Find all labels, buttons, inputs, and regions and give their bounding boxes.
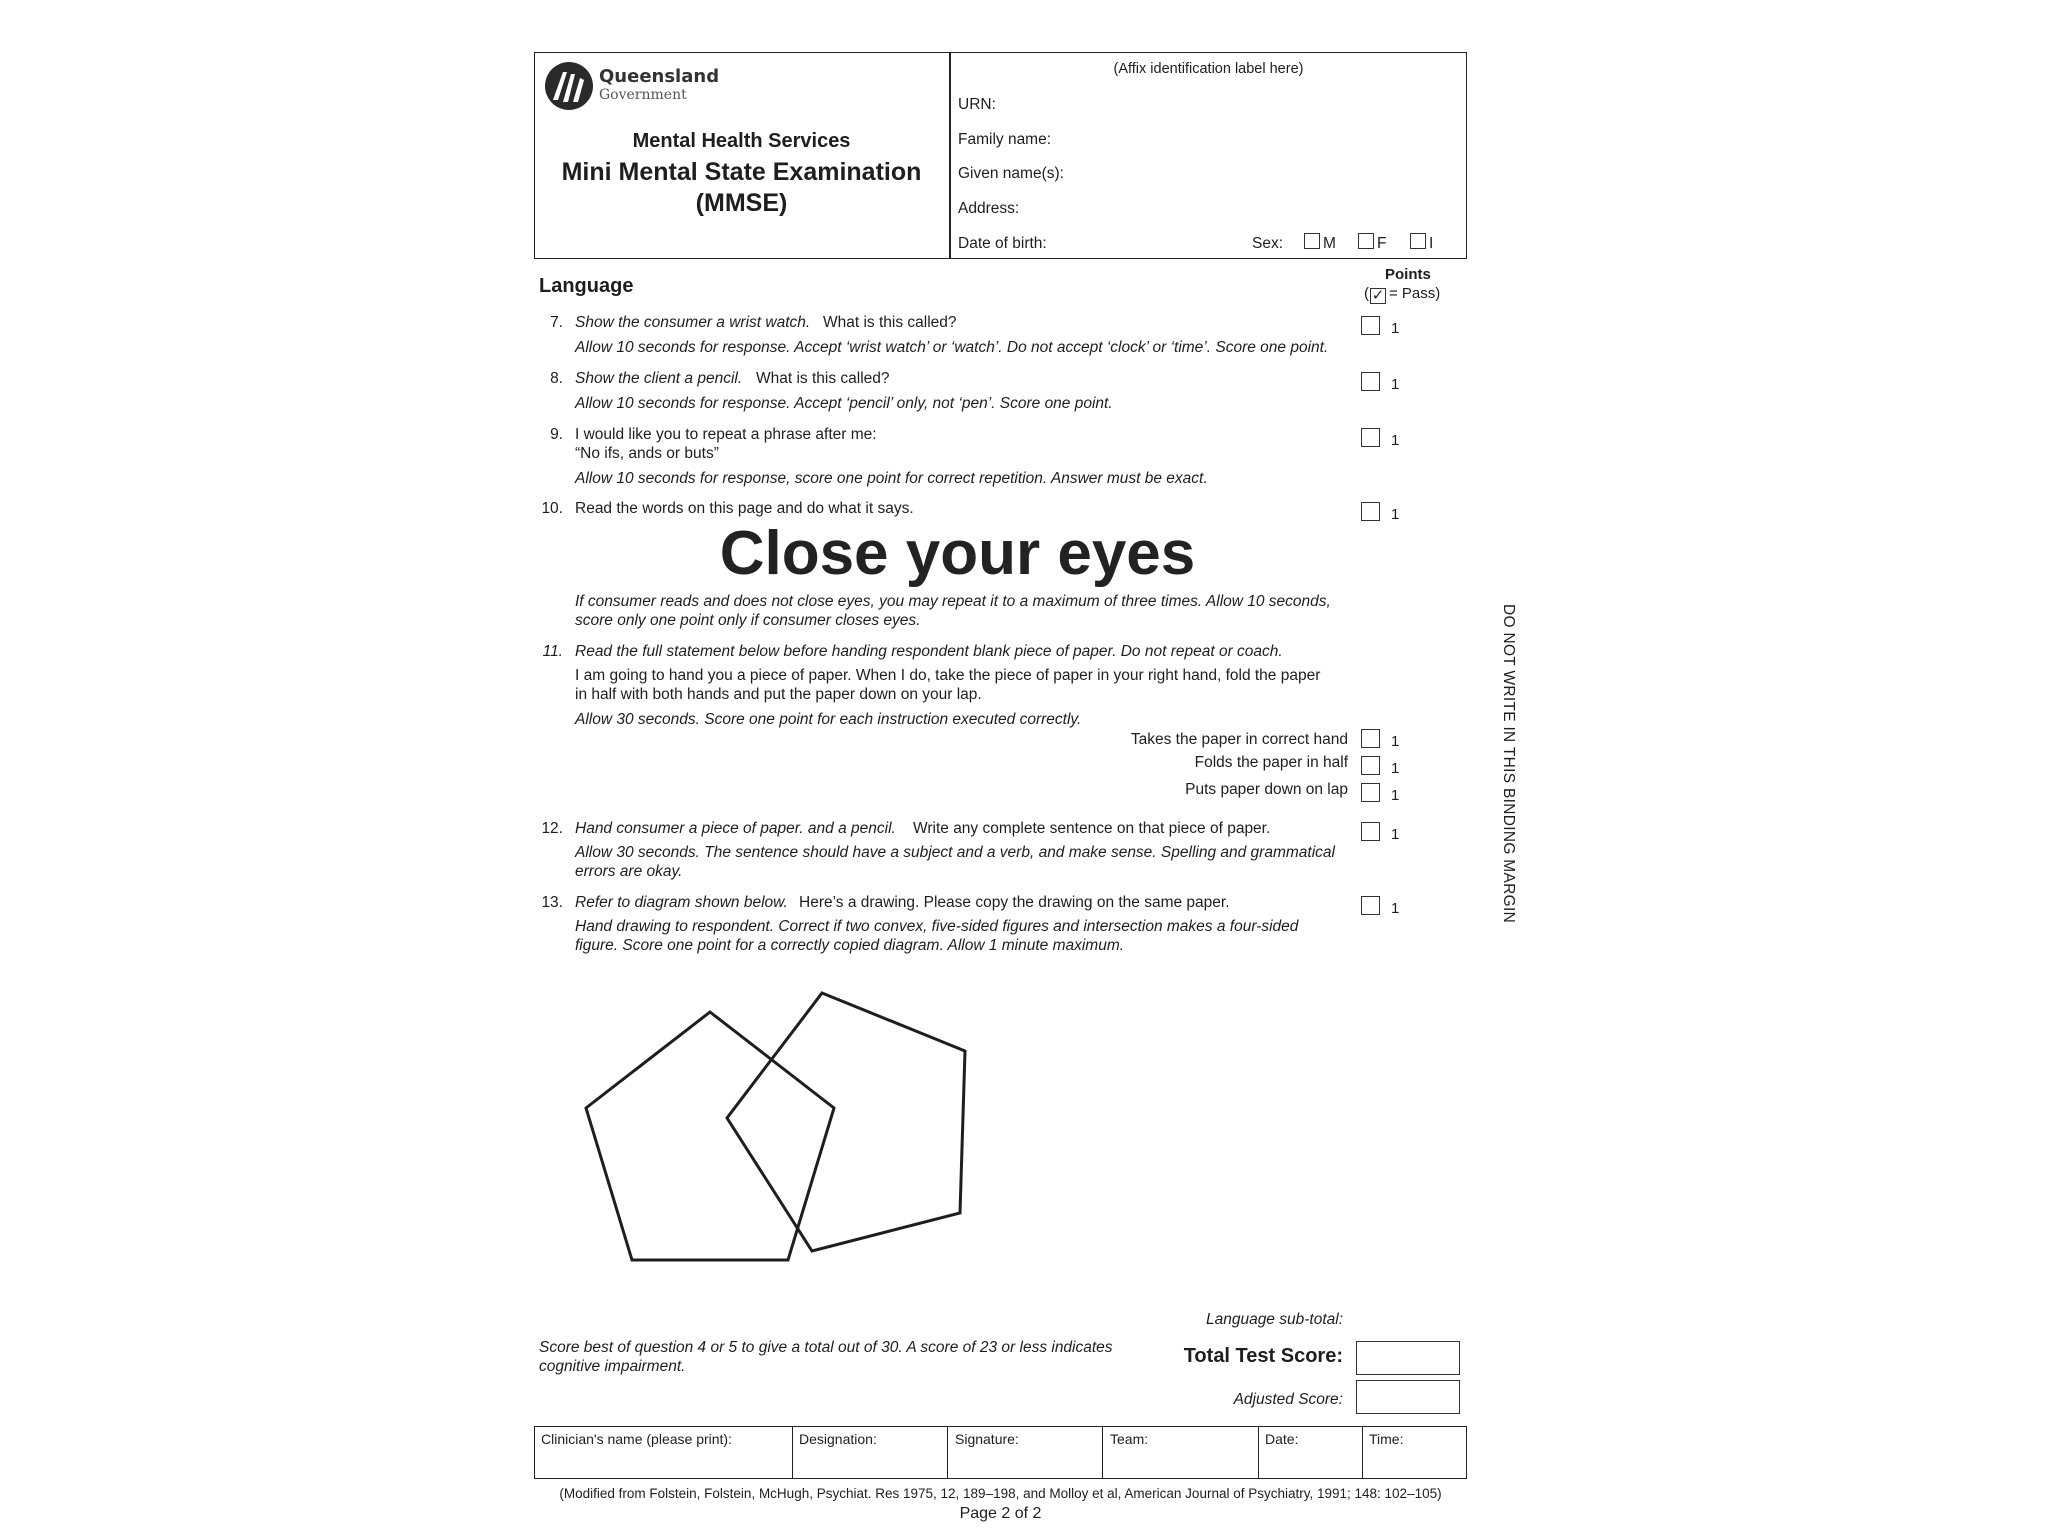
affix-label-note: (Affix identification label here) (1113, 61, 1304, 77)
footer-divider-5 (1362, 1426, 1363, 1479)
sex-i-label: I (1429, 235, 1434, 252)
family-name-field[interactable]: Family name: (958, 131, 1052, 148)
q11-item3-label: Puts paper down on lap (1185, 781, 1348, 798)
signature-field[interactable]: Signature: (955, 1431, 1019, 1447)
q9-note: Allow 10 seconds for response, score one point for correct repetition. Answer must be exact. (575, 470, 1208, 487)
q9-line2: “No ifs, ands or buts” (575, 445, 719, 462)
q11-item3-checkbox[interactable] (1361, 783, 1380, 802)
q7-note: Allow 10 seconds for response. Accept ‘wrist watch’ or ‘watch’. Do not accept ‘clock’ or ‘time’. Score one point. (575, 339, 1329, 356)
q10-number: 10. (541, 500, 563, 517)
sex-i-checkbox[interactable] (1410, 233, 1426, 249)
q12-points: 1 (1391, 826, 1400, 843)
clinician-name-field[interactable]: Clinician's name (please print): (541, 1431, 732, 1447)
intersecting-pentagons-diagram (560, 975, 1000, 1275)
adjusted-score-box[interactable] (1356, 1380, 1460, 1414)
sex-m-label: M (1323, 235, 1336, 252)
q8-instruction: Show the client a pencil. (575, 370, 743, 387)
queensland-crest-icon (543, 60, 595, 112)
q12-number: 12. (541, 820, 563, 837)
q11-number: 11. (542, 643, 563, 660)
q11-item2-checkbox[interactable] (1361, 756, 1380, 775)
date-field[interactable]: Date: (1265, 1431, 1299, 1447)
total-score-label: Total Test Score: (1183, 1345, 1343, 1367)
designation-field[interactable]: Designation: (799, 1431, 877, 1447)
dob-field[interactable]: Date of birth: (958, 235, 1047, 252)
right-pentagon (727, 993, 965, 1251)
q12-note-line1: Allow 30 seconds. The sentence should have a subject and a verb, and make sense. Spelling and grammatical (575, 844, 1335, 861)
q13-note-line2: figure. Score one point for a correctly copied diagram. Allow 1 minute maximum. (575, 937, 1125, 954)
section-title: Language (539, 275, 634, 297)
pass-legend-open: ( (1364, 285, 1369, 302)
q11-instruction: Read the full statement below before handing respondent blank piece of paper. Do not repeat or coach. (575, 643, 1283, 660)
footer-divider-4 (1258, 1426, 1259, 1479)
q8-points: 1 (1391, 376, 1400, 393)
form-title-abbr: (MMSE) (695, 189, 788, 217)
logo-name: Queensland (599, 66, 720, 87)
given-names-field[interactable]: Given name(s): (958, 165, 1064, 182)
binding-margin-text: DO NOT WRITE IN THIS BINDING MARGIN (1500, 604, 1517, 924)
queensland-logo (543, 60, 720, 110)
points-header: Points (1385, 266, 1431, 283)
q11-line1: I am going to hand you a piece of paper. When I do, take the piece of paper in your right hand, fold the paper (575, 667, 1321, 684)
q11-item1-label: Takes the paper in correct hand (1130, 731, 1348, 748)
q11-item3-points: 1 (1391, 787, 1400, 804)
logo-sub: Government (599, 87, 687, 103)
q10-points: 1 (1391, 506, 1400, 523)
citation: (Modified from Folstein, Folstein, McHugh, Psychiat. Res 1975, 12, 189–198, and Molloy et al, American Journal of Psychiatry, 1991; 148: 102–105) (559, 1486, 1442, 1501)
q7-checkbox[interactable] (1361, 316, 1380, 335)
q11-item2-label: Folds the paper in half (1194, 754, 1348, 771)
q12-instruction: Hand consumer a piece of paper. and a pencil. (575, 820, 896, 837)
sex-f-checkbox[interactable] (1358, 233, 1374, 249)
sex-f-label: F (1377, 235, 1387, 252)
adjusted-score-label: Adjusted Score: (1233, 1391, 1343, 1408)
form-title: Mini Mental State Examination (561, 158, 922, 186)
pass-legend (1364, 285, 1440, 302)
q7-points: 1 (1391, 320, 1400, 337)
q8-checkbox[interactable] (1361, 372, 1380, 391)
q9-line1: I would like you to repeat a phrase after me: (575, 426, 877, 443)
q13-instruction: Refer to diagram shown below. (575, 894, 788, 911)
q8-prompt: What is this called? (756, 370, 890, 387)
q7-instruction: Show the consumer a wrist watch. (575, 314, 811, 331)
total-score-box[interactable] (1356, 1341, 1460, 1375)
q13-number: 13. (541, 894, 563, 911)
q9-checkbox[interactable] (1361, 428, 1380, 447)
q11-item1-points: 1 (1391, 733, 1400, 750)
q11-item1-checkbox[interactable] (1361, 729, 1380, 748)
q7-prompt: What is this called? (823, 314, 957, 331)
q11-item2-points: 1 (1391, 760, 1400, 777)
footer-divider-2 (947, 1426, 948, 1479)
q8-number: 8. (550, 370, 563, 387)
q12-note-line2: errors are okay. (575, 863, 683, 880)
q12-checkbox[interactable] (1361, 822, 1380, 841)
check-mark-icon: ✓ (1371, 287, 1385, 304)
q13-note-line1: Hand drawing to respondent. Correct if two convex, five-sided figures and intersection makes a four-sided (575, 918, 1299, 935)
urn-field[interactable]: URN: (958, 96, 996, 113)
sex-m-checkbox[interactable] (1304, 233, 1320, 249)
scoring-note-line1: Score best of question 4 or 5 to give a total out of 30. A score of 23 or less indicates (539, 1339, 1113, 1356)
time-field[interactable]: Time: (1369, 1431, 1404, 1447)
pass-legend-label: = Pass) (1389, 285, 1441, 302)
q13-points: 1 (1391, 900, 1400, 917)
q8-note: Allow 10 seconds for response. Accept ‘pencil’ only, not ‘pen’. Score one point. (575, 395, 1113, 412)
address-field[interactable]: Address: (958, 200, 1020, 217)
page-number: Page 2 of 2 (959, 1505, 1042, 1522)
q13-prompt: Here’s a drawing. Please copy the drawing on the same paper. (799, 894, 1230, 911)
sex-label: Sex: (1252, 235, 1284, 252)
header-divider (949, 52, 951, 259)
q10-note-line1: If consumer reads and does not close eyes, you may repeat it to a maximum of three times. Allow 10 seconds, (575, 593, 1331, 610)
q10-note-line2: score only one point only if consumer closes eyes. (575, 612, 921, 629)
team-field[interactable]: Team: (1110, 1431, 1149, 1447)
q12-prompt: Write any complete sentence on that piece of paper. (913, 820, 1271, 837)
q10-prompt: Read the words on this page and do what it says. (575, 500, 914, 517)
department-name: Mental Health Services (632, 130, 851, 152)
q13-checkbox[interactable] (1361, 896, 1380, 915)
footer-divider-3 (1102, 1426, 1103, 1479)
q11-note: Allow 30 seconds. Score one point for each instruction executed correctly. (575, 711, 1082, 728)
language-subtotal-label: Language sub-total: (1205, 1311, 1343, 1328)
q10-checkbox[interactable] (1361, 502, 1380, 521)
left-pentagon (586, 1012, 834, 1260)
scoring-note-line2: cognitive impairment. (539, 1358, 686, 1375)
q11-line2: in half with both hands and put the paper down on your lap. (575, 686, 982, 703)
close-your-eyes-text: Close your eyes (719, 519, 1196, 588)
q9-number: 9. (550, 426, 563, 443)
q9-points: 1 (1391, 432, 1400, 449)
footer-divider-1 (792, 1426, 793, 1479)
q7-number: 7. (550, 314, 563, 331)
